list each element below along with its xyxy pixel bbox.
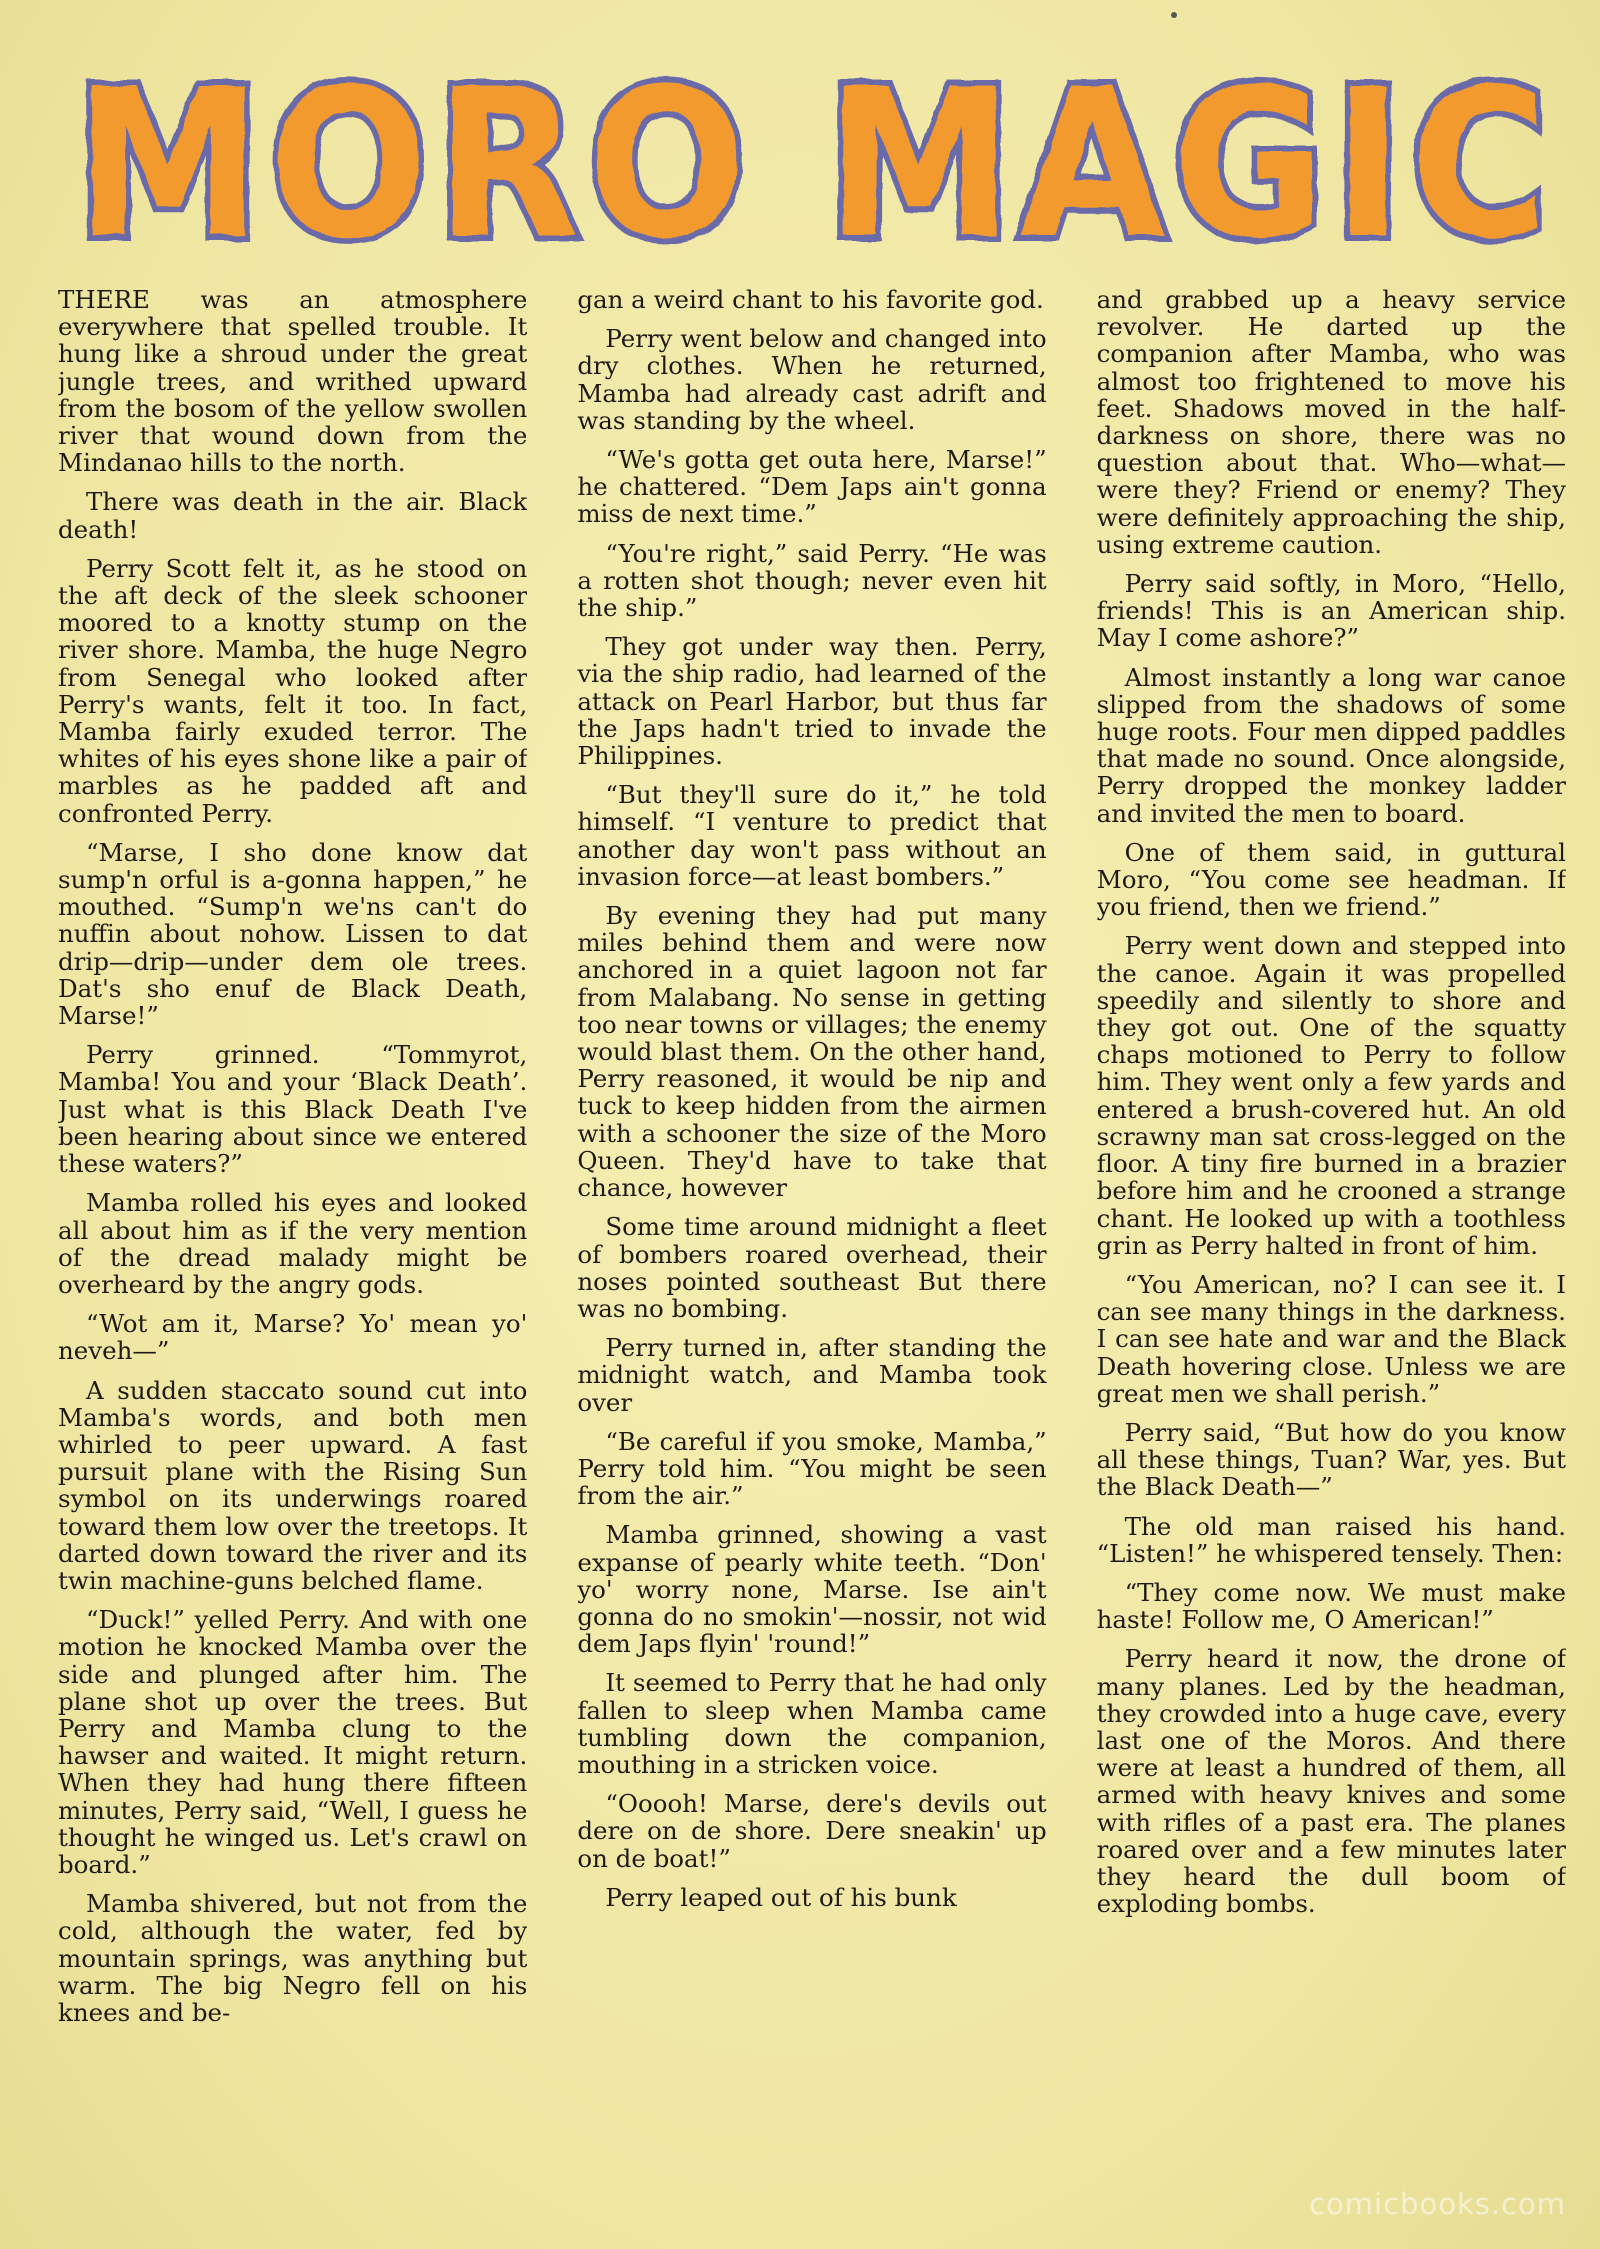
paragraph: Some time around midnight a fleet of bombers roared overhead, their noses pointed southeast But there was no bombing. [577,1212,1047,1323]
paragraph: gan a weird chant to his favorite god. [577,286,1044,314]
paragraph: Perry went down and stepped into the canoe. Again it was propelled speedily and silently to shore and they got out. One of the squatty chaps motioned to Perry to follow him. They went only a few yards and entered a brush-covered hut. An old scrawny man sat cross-legged on the floor. A tiny fire burned in a brazier before him and he crooned a strange chant. He looked up with a toothless grin as Perry halted in front of him. [1096,931,1566,1260]
print-speck [1171,12,1177,18]
paragraph: Almost instantly a long war canoe slipped from the shadows of some huge roots. Four men dipped paddles that made no sound. Once alongside, Perry dropped the monkey ladder and invited the men to board. [1096,662,1566,828]
paragraph: They got under way then. Perry, via the ship radio, had learned of the attack on Pearl Harbor, but thus far the Japs hadn't tried to invade the Philippines. [577,632,1047,771]
paragraph: One of them said, in guttural Moro, “You come see headman. If you friend, then we friend.” [1096,837,1566,922]
paragraph: “We's gotta get outa here, Marse!” he chattered. “Dem Japs ain't gonna miss de next time.” [577,445,1047,529]
paragraph: Perry leaped out of his bunk [605,1882,957,1912]
paragraph: “Ooooh! Marse, dere's devils out dere on de shore. Dere sneakin' up on de boat!” [577,1789,1047,1873]
paragraph: Perry grinned. “Tommyrot, Mamba! You and your ‘Black Death’. Just what is this Black Death I've been hearing about since we entered these waters?” [58,1040,528,1179]
paragraph: There was death in the air. Black death! [58,487,528,544]
paragraph: “You American, no? I can see it. I can see many things in the darkness. I can see hate and war and the Black Death hovering close. Unless we are great men we shall perish.” [1096,1269,1566,1408]
text-column-1 [58,286,527,2186]
paragraph: “They come now. We must make haste! Follow me, O American!” [1096,1577,1566,1635]
paragraph: It seemed to Perry that he had only fallen to sleep when Mamba came tumbling down the companion, mouthing in a stricken voice. [577,1668,1047,1779]
paragraph: THERE was an atmosphere everywhere that spelled trouble. It hung like a shroud under the great jungle trees, and writhed upward from the bosom of the yellow swollen river that wound down from the Mindanao hills to the north. [58,286,528,478]
article-body [58,286,1566,2186]
paragraph: “You're right,” said Perry. “He was a rotten shot though; never even hit the ship.” [577,538,1047,623]
title-text: MORO MAGIC [75,46,1555,280]
paragraph: “But they'll sure do it,” he told himself. “I venture to predict that another day won't pass without an invasion force—at least bombers.” [577,780,1047,891]
paragraph: Mamba shivered, but not from the cold, although the water, fed by mountain springs, was anything but warm. The big Negro fell on his knees and be- [58,1889,528,2027]
paragraph: Perry heard it now, the drone of many planes. Led by the headman, they crowded into a huge cave, every last one of the Moros. And there were at least a hundred of them, all armed with heavy knives and some with rifles of a past era. The planes roared over and a few minutes later they heard the dull boom of exploding bombs. [1096,1644,1566,1919]
paragraph: Perry said, “But how do you know all these things, Tuan? War, yes. But the Black Death—” [1096,1417,1566,1502]
paragraph: “Duck!” yelled Perry. And with one motion he knocked Mamba over the side and plunged after him. The plane shot up over the trees. But Perry and Mamba clung to the hawser and waited. It might return. When they had hung there fifteen minutes, Perry said, “Well, I guess he thought he winged us. Let's crawl on board.” [58,1605,528,1879]
paragraph: “Marse, I sho done know dat sump'n orful is a-gonna happen,” he mouthed. “Sump'n we'ns can't do nuffin about nohow. Lissen to dat drip—drip—under dem ole trees. Dat's sho enuf de Black Death, Marse!” [58,837,528,1031]
text-column-2 [577,286,1046,2186]
paragraph: Perry Scott felt it, as he stood on the aft deck of the sleek schooner moored to a knotty stump on the river shore. Mamba, the huge Negro from Senegal who looked after Perry's wants, felt it too. In fact, Mamba fairly exuded terror. The whites of his eyes shone like a pair of marbles as he padded aft and confronted Perry. [58,553,528,828]
paragraph: The old man raised his hand. “Listen!” he whispered tensely. Then: [1096,1511,1566,1568]
paragraph: Mamba rolled his eyes and looked all about him as if the very mention of the dread malady might be overheard by the angry gods. [58,1188,528,1299]
text-column-3 [1097,286,1566,2186]
paragraph: Perry turned in, after standing the midnight watch, and Mamba took over [577,1333,1047,1417]
paragraph: A sudden staccato sound cut into Mamba's words, and both men whirled to peer upward. A fast pursuit plane with the Rising Sun symbol on its underwings roared toward them low over the treetops. It darted down toward the river and its twin machine-guns belched flame. [58,1375,528,1595]
paragraph: “Be careful if you smoke, Mamba,” Perry told him. “You might be seen from the air.” [577,1426,1047,1511]
paragraph: Perry said softly, in Moro, “Hello, friends! This is an American ship. May I come ashore?” [1096,569,1566,653]
title-lettering [55,40,1575,280]
paragraph: “Wot am it, Marse? Yo' mean yo' neveh—” [58,1309,528,1366]
site-watermark: comicbooks.com [1309,2187,1566,2221]
paragraph: By evening they had put many miles behind them and were now anchored in a quiet lagoon not far from Malabang. No sense in getting too near towns or villages; the enemy would blast them. On the other hand, Perry reasoned, it would be nip and tuck to keep hidden from the airmen with a schooner the size of the Moro Queen. They'd have to take that chance, however [577,901,1047,1203]
paragraph: Mamba grinned, showing a vast expanse of pearly white teeth. “Don' yo' worry none, Marse. Ise ain't gonna do no smokin'—nossir, not wid dem Japs flyin' 'round!” [577,1520,1047,1659]
paragraph: and grabbed up a heavy service revolver. He darted up the companion after Mamba, who was almost too frightened to move his feet. Shadows moved in the half-darkness on shore, there was no question about that. Who—what—were they? Friend or enemy? They were definitely approaching the ship, using extreme caution. [1096,286,1566,559]
story-title [55,40,1575,280]
paragraph: Perry went below and changed into dry clothes. When he returned, Mamba had already cast adrift and was standing by the wheel. [577,324,1047,435]
